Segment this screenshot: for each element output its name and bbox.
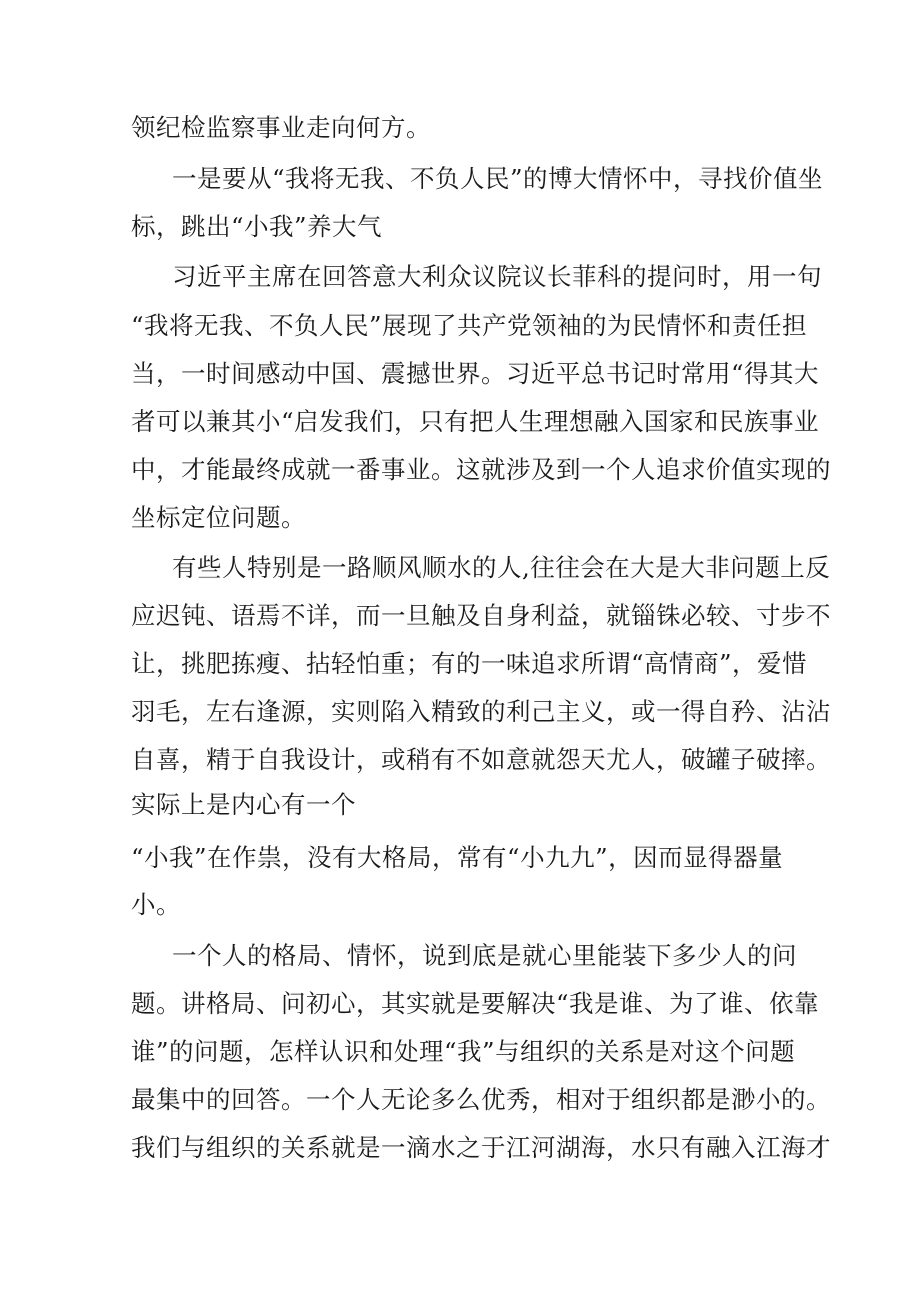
text-line: 领纪检监察事业走向何方。 xyxy=(131,113,431,142)
text-line: 谁”的问题，怎样认识和处理“我”与组织的关系是对这个问题 xyxy=(131,1037,796,1066)
text-line: 让，挑肥拣瘦、拈轻怕重；有的一味追求所谓“高情商”，爱惜 xyxy=(131,649,808,678)
text-line: 有些人特别是一路顺风顺水的人,往往会在大是大非问题上反 xyxy=(172,553,831,582)
text-line: 坐标定位问题。 xyxy=(131,503,306,532)
text-line: 习近平主席在回答意大利众议院议长菲科的提问时，用一句 xyxy=(172,262,822,291)
text-line: 我们与组织的关系就是一滴水之于江河湖海，水只有融入江海才 xyxy=(131,1133,831,1162)
text-line: 自喜，精于自我设计，或稍有不如意就怨天尤人，破罐子破摔。 xyxy=(131,745,831,774)
text-line: 者可以兼其小“启发我们，只有把人生理想融入国家和民族事业 xyxy=(131,407,820,436)
text-line: 当，一时间感动中国、震撼世界。习近平总书记时常用“得其大 xyxy=(131,359,820,388)
text-line: 题。讲格局、问初心，其实就是要解决“我是谁、为了谁、依靠 xyxy=(131,989,820,1018)
text-line: “小我”在作祟，没有大格局，常有“小九九”，因而显得器量 xyxy=(131,843,784,872)
text-line: 中，才能最终成就一番事业。这就涉及到一个人追求价值实现的 xyxy=(131,455,831,484)
text-line: 应迟钝、语焉不详，而一旦触及自身利益，就锱铢必较、寸步不 xyxy=(131,601,831,630)
text-line: 标，跳出“小我”养大气 xyxy=(131,212,383,241)
text-line: 实际上是内心有一个 xyxy=(131,790,356,819)
text-line: 一是要从“我将无我、不负人民”的博大情怀中，寻找价值坐 xyxy=(172,164,824,193)
text-line: 一个人的格局、情怀，说到底是就心里能装下多少人的问 xyxy=(172,941,797,970)
text-line: 羽毛，左右逢源，实则陷入精致的利己主义，或一得自矜、沾沾 xyxy=(131,697,831,726)
text-line: 小。 xyxy=(131,890,181,919)
text-line: “我将无我、不负人民”展现了共产党领袖的为民情怀和责任担 xyxy=(131,311,808,340)
text-line: 最集中的回答。一个人无论多么优秀，相对于组织都是渺小的。 xyxy=(131,1085,831,1114)
